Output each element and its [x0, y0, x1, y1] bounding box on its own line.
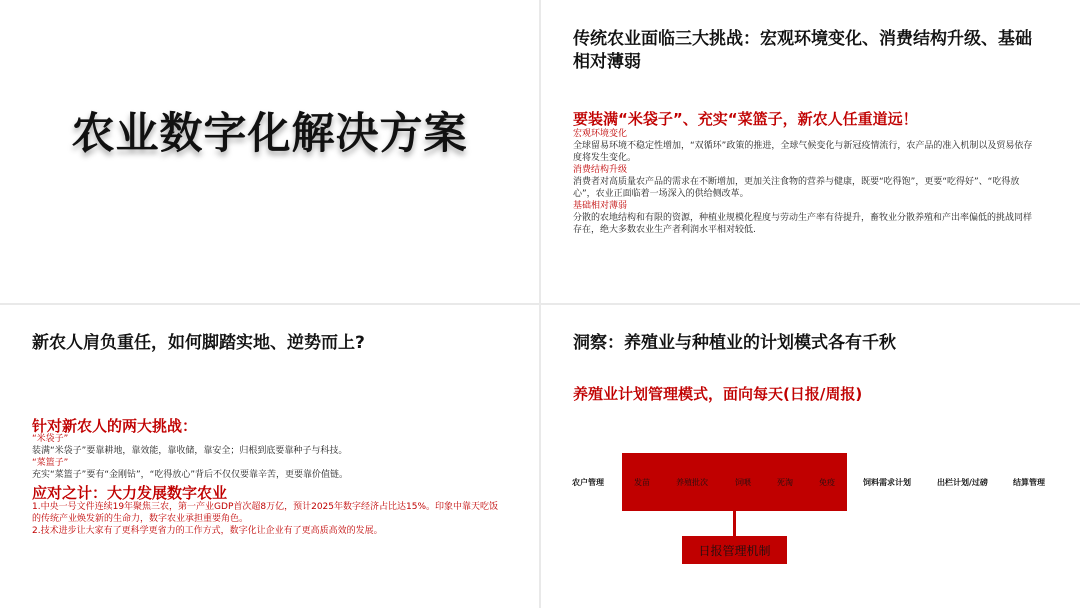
- red-subheading: 要装满“米袋子”、充实“菜篮子，新农人任重道远！: [573, 110, 918, 128]
- item-label: 宏观环境变化: [573, 129, 628, 139]
- flow-step: 饲料需求计划: [863, 478, 911, 487]
- mechanism-box: 日报管理机制: [682, 536, 787, 564]
- main-title: 农业数字化解决方案: [71, 109, 468, 159]
- red-subheading: 养殖业计划管理模式，面向每天(日报/周报): [573, 385, 863, 403]
- item-text: 分散的农地结构和有限的资源，种植业规模化程度与劳动生产率有待提升，畜牧业分散养殖和产出率偏低的挑战同样存在，绝大多数农业生产者利润水平相对较低.: [573, 213, 1033, 235]
- item-label: 基础相对薄弱: [573, 201, 628, 211]
- flow-step: 饲喂: [735, 478, 751, 487]
- item-label: “菜篮子”: [32, 458, 69, 468]
- flow-step: 发苗: [634, 478, 650, 487]
- slide-heading: 新农人肩负重任，如何脚踏实地、逆势而上?: [32, 333, 365, 353]
- flow-step: 免疫: [819, 478, 835, 487]
- challenge-list: [573, 128, 1033, 236]
- item-text: 全球留易环境不稳定性增加，“双循环”政策的推进，全球气候变化与新冠疫情流行，农产品的准入机制以及贸易依存度将发生变化。: [573, 141, 1033, 163]
- flow-step: 出栏计划/过磅: [937, 478, 988, 487]
- slide-heading: 洞察：养殖业与种植业的计划模式各有千秋: [573, 333, 896, 353]
- slide-challenges: [541, 0, 1080, 303]
- flow-step: 养殖批次: [676, 478, 708, 487]
- slide-heading: 传统农业面临三大挑战：宏观环境变化、消费结构升级、基础相对薄弱: [573, 29, 1032, 72]
- slide-new-farmers: [0, 305, 539, 608]
- item-text: 装满“米袋子”要靠耕地，靠效能，靠收储，靠安全；归根到底要靠种子与科技。: [32, 446, 348, 456]
- item-text: 充实“菜篮子”要有“金刚钻”，“吃得放心”背后不仅仅要靠辛苦，更要靠价值链。: [32, 470, 348, 480]
- red-subheading: 针对新农人的两大挑战：: [32, 417, 198, 435]
- flow-step: 结算管理: [1013, 478, 1045, 487]
- item-label: “米袋子”: [32, 434, 69, 444]
- item-text: 消费者对高质量农产品的需求在不断增加，更加关注食物的营养与健康，既要“吃得饱”，更要“吃得好”、“吃得放心”，农业正面临着一场深入的供给侧改革。: [573, 177, 1020, 199]
- slide-title: [0, 0, 539, 303]
- item-label: 消费结构升级: [573, 165, 628, 175]
- challenge-list: [32, 433, 502, 481]
- strategy-point: 2.技术进步让大家有了更科学更省力的工作方式，数字化让企业有了更高质高效的发展。: [32, 526, 383, 536]
- flow-highlight-box: [622, 453, 847, 511]
- flow-step: 死淘: [777, 478, 793, 487]
- strategy-point: 1.中央一号文件连续19年聚焦三农，第一产业GDP首次超8万亿，预计2025年数字经济占比达15%。印象中靠天吃饭的传统产业焕发新的生命力，数字农业承担重要角色。: [32, 502, 499, 524]
- red-subheading: 应对之计：大力发展数字农业: [32, 484, 228, 502]
- flow-step-farmer: 农户管理: [572, 478, 604, 487]
- slide-insight: [541, 305, 1080, 608]
- connector-line: [733, 511, 736, 537]
- strategy-list: [32, 501, 502, 537]
